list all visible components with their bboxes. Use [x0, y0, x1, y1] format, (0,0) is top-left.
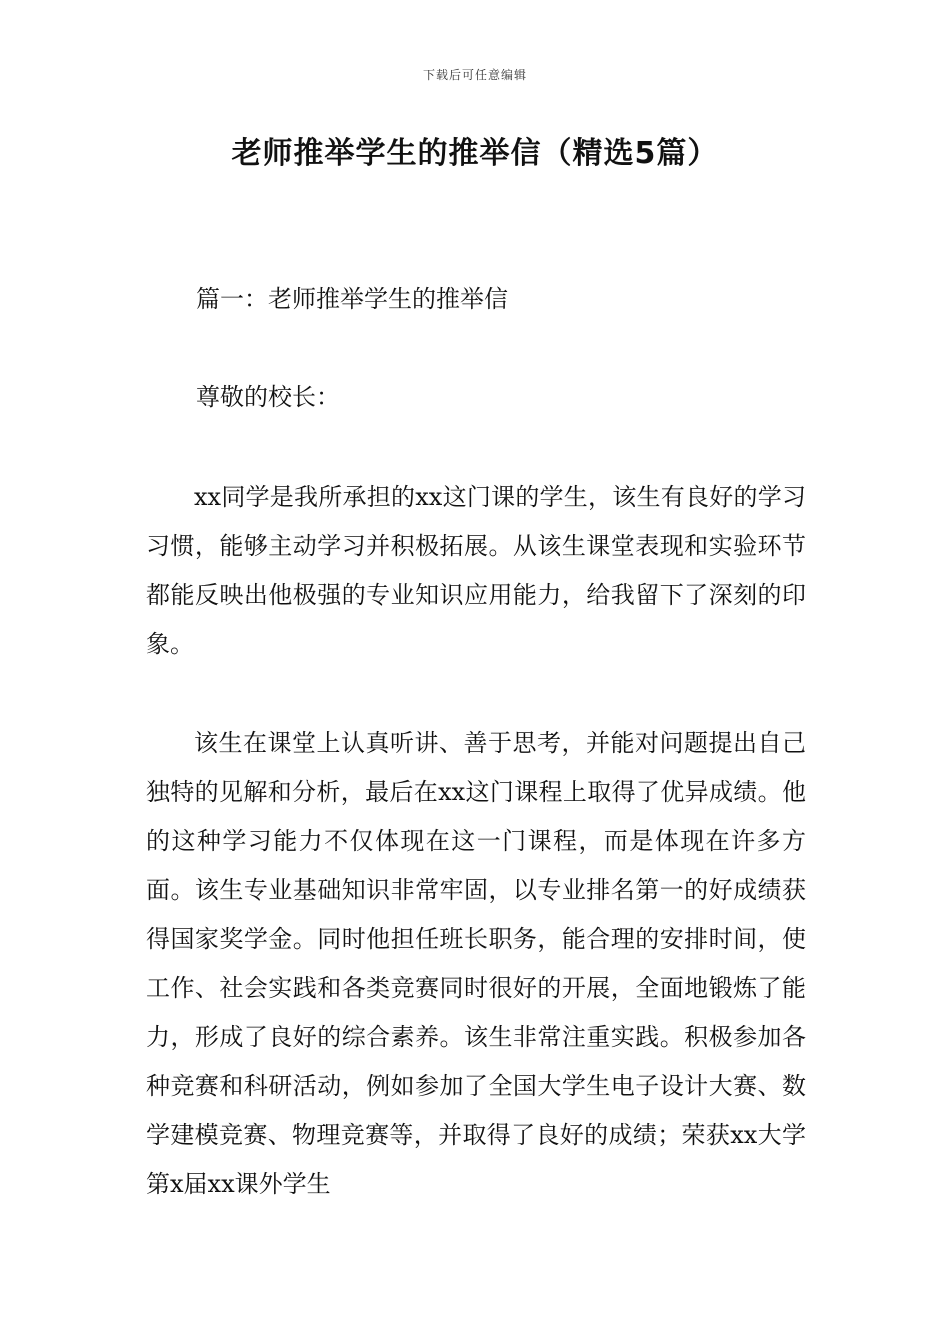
section-heading: 篇一：老师推举学生的推举信	[196, 285, 508, 313]
document-title: 老师推举学生的推举信（精选5篇）	[231, 136, 719, 171]
body-paragraph-2: 该生在课堂上认真听讲、善于思考，并能对问题提出自己独特的见解和分析，最后在xx这门课程上取得了优异成绩。他的这种学习能力不仅体现在这一门课程，而是体现在许多方面。该生专业基础知识非常牢固，以专业排名第一的好成绩获得国家奖学金。同时他担任班长职务，能合理的安排时间，使工作、社会实践和各类竞赛同时很好的开展，全面地锻炼了能力，形成了良好的综合素养。该生非常注重实践。积极参加各种竞赛和科研活动，例如参加了全国大学生电子设计大赛、数学建模竞赛、物理竞赛等，并取得了良好的成绩；荣获xx大学第x届xx课外学生	[146, 729, 806, 1198]
letter-salutation: 尊敬的校长：	[196, 383, 340, 411]
body-paragraph-1: xx同学是我所承担的xx这门课的学生，该生有良好的学习习惯，能够主动学习并积极拓展。从该生课堂表现和实验环节都能反映出他极强的专业知识应用能力，给我留下了深刻的印象。	[146, 483, 806, 658]
page-header-note: 下载后可任意编辑	[422, 68, 527, 82]
